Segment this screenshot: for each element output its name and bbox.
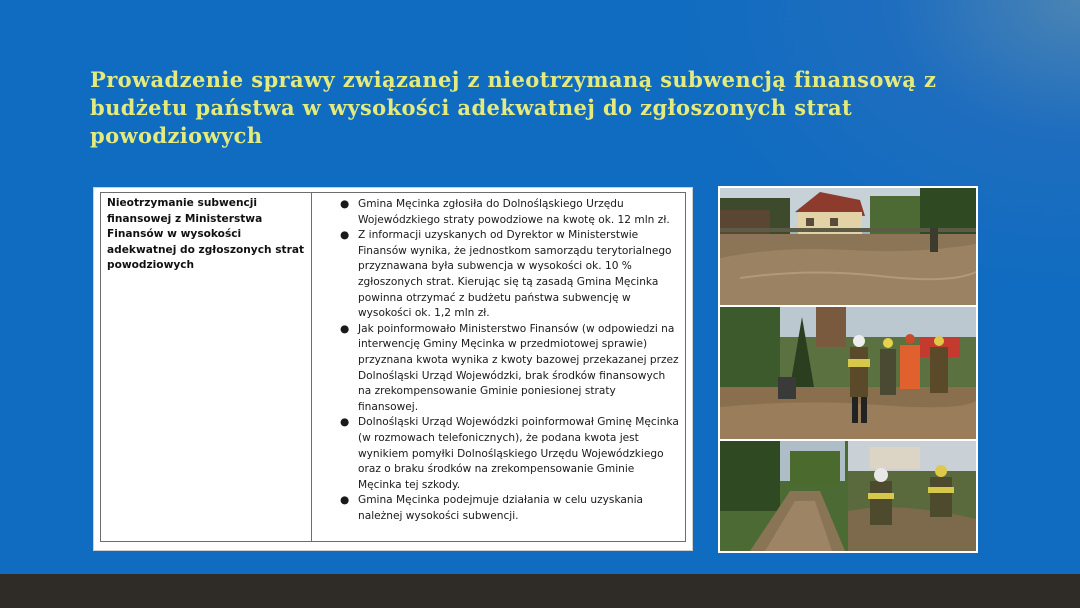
- photo-flooded-street: [720, 188, 976, 305]
- list-item: [316, 415, 679, 493]
- table-left-cell: Nieotrzymanie subwencji finansowej z Ministerstwa Finansów w wysokości adekwatnej do zgłoszonych strat powodziowych: [101, 193, 312, 541]
- footer-bar: [0, 574, 1080, 608]
- list-item-text: Z informacji uzyskanych od Dyrektor w Ministerstwie Finansów wynika, że jednostkom samorządu terytorialnego przyznawana była subwencja w wysokości ok. 10 % zgłoszonych strat. Kierując się tą zasadą Gmina Męcinka powinna otrzymać z budżetu państwa subwencję w wysokości ok. 1,2 mln zł.: [358, 229, 672, 320]
- photo-flooded-road: [720, 441, 976, 551]
- bullet-icon: ●: [340, 416, 350, 429]
- bullet-icon: ●: [340, 229, 350, 242]
- bullet-icon: ●: [340, 198, 350, 210]
- slide-title: Prowadzenie sprawy związanej z nieotrzymaną subwencją finansową z budżetu państwa w wysokości adekwatnej do zgłoszonych strat powodziowych: [90, 67, 937, 148]
- list-item-text: Jak poinformowało Ministerstwo Finansów (w odpowiedzi na interwencję Gminy Męcinka w przedmiotowej sprawie) przyznana kwota wynika z kwoty bazowej przekazanej przez Dolnośląski Urząd Wojewódzki, brak środków finansowych na zrekompensowanie Gminie poniesionej straty finansowej.: [358, 322, 679, 413]
- photo-firefighters: [720, 307, 976, 439]
- list-item: [316, 322, 679, 416]
- list-item: [316, 493, 679, 524]
- table-grid: [100, 192, 686, 542]
- photo-collage: [718, 186, 978, 553]
- list-item-text: Gmina Męcinka zgłosiła do Dolnośląskiego Urzędu Wojewódzkiego straty powodziowe na kwotę ok. 12 mln zł.: [358, 198, 670, 226]
- list-item: [316, 228, 679, 322]
- list-item-text: Gmina Męcinka podejmuje działania w celu uzyskania należnej wysokości subwencji.: [358, 494, 644, 522]
- bullet-icon: ●: [340, 494, 350, 507]
- table-right-cell: [312, 193, 685, 541]
- list-item-text: Dolnośląski Urząd Wojewódzki poinformował Gminę Męcinka (w rozmowach telefonicznych), że podana kwota jest wynikiem pomyłki Dolnośląskiego Urzędu Wojewódzkiego oraz o braku środków na zrekompensowanie Gminie Męcinka tej szkody.: [358, 416, 679, 491]
- list-item: [316, 197, 679, 228]
- bullet-icon: ●: [340, 322, 350, 335]
- info-table: [93, 187, 693, 551]
- bullet-list: [316, 197, 679, 524]
